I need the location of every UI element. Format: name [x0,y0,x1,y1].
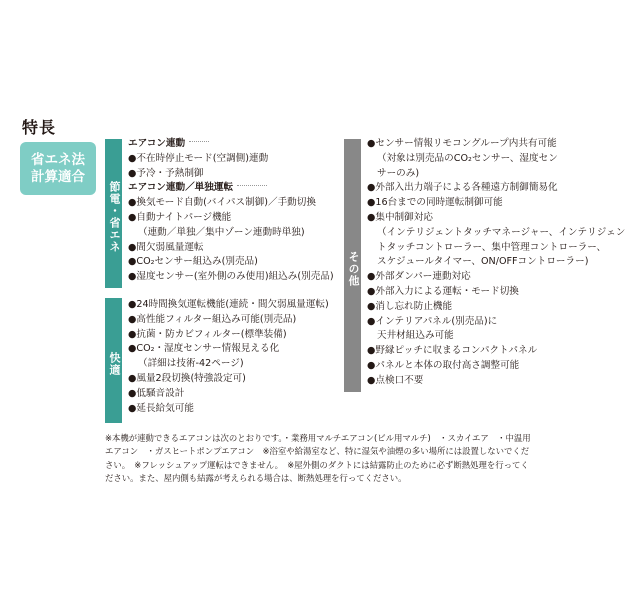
feature-item: ●16台までの同時運転制御可能 [367,197,503,209]
feature-item-detail: スケジュールタイマー、ON/OFFコントローラー) [377,256,589,268]
footnote-line: ださい。また、屋内側も結露が考えられる場合は、断熱処理を行ってください。 [105,473,407,484]
energy-feature-list [128,137,334,285]
feature-item-detail: 天井材組込み可能 [377,330,454,342]
badge-line-2: 計算適合 [31,168,85,185]
page-title: 特長 [22,118,57,137]
feature-item: ●高性能フィルター組込み可能(別売品) [128,313,297,325]
dotted-rule [189,141,209,142]
feature-item-detail: サーのみ) [377,167,420,179]
feature-item: ●点検口不要 [367,374,424,386]
footnote-line: エアコン ・ガスヒートポンプエアコン ※浴室や給湯室など、特に湿気や油煙の多い場所には設置しないでくだ [105,446,530,457]
feature-item: ●自動ナイトパージ機能 [128,211,232,223]
feature-item: ●換気モード自動(バイパス制御)／手動切換 [128,197,316,209]
feature-item: ●抗菌・防カビフィルター(標準装備) [128,328,287,340]
feature-item: ●集中制御対応 [367,211,433,223]
feature-item-detail: トタッチコントローラー、集中管理コントローラー、 [377,241,607,253]
feature-item: ●延長給気可能 [128,402,194,414]
feature-item-detail: （連動／単独／集中ゾーン連動時単独) [138,226,305,238]
feature-item: ●間欠弱風量運転 [128,241,204,253]
feature-item: ●外部ダンパー連動対応 [367,271,471,283]
section-label-comfort: 快適 [105,298,122,423]
feature-item: ●インテリアパネル(別売品)に [367,315,498,327]
feature-item: ●パネルと本体の取付高さ調整可能 [367,359,520,371]
subheading-text: エアコン連動／単独運転 [128,182,234,194]
subheading-aircon-link [128,137,334,152]
feature-item: ●CO₂センサー組込み(別売品) [128,256,258,268]
section-label-energy: 節電・省エネ [105,139,122,288]
footnote-line: ※本機が連動できるエアコンは次のとおりです。・業務用マルチエアコン(ビル用マルチ) ・スカイエア ・中温用 [105,433,531,443]
feature-item: ●センサー情報リモコングループ内共有可能 [367,138,557,149]
comfort-feature-list [128,298,329,416]
feature-item: ●風量2段切換(特強設定可) [128,372,246,384]
other-feature-list [367,137,625,389]
feature-item-detail: （詳細は技術-42ページ) [138,358,244,370]
feature-item: ●外部入力による運転・モード切換 [367,285,519,297]
feature-item: ●24時間換気運転機能(連続・間欠弱風量運転) [128,299,329,310]
feature-item: ●野縁ピッチに収まるコンパクトパネル [367,345,538,357]
feature-item: ●予冷・予熱制御 [128,167,204,179]
feature-item: ●不在時停止モード(空調側)連動 [128,152,269,164]
feature-item-detail: （対象は別売品のCO₂センサー、湿度セン [377,152,558,164]
feature-item: ●低騒音設計 [128,387,185,399]
footnote [105,432,590,486]
feature-item: ●湿度センサー(室外側のみ使用)組込み(別売品) [128,271,334,283]
feature-item-detail: （インテリジェントタッチマネージャー、インテリジェン [377,226,625,238]
badge-line-1: 省エネ法 [31,151,85,168]
footnote-line: さい。 ※フレッシュアップ運転はできません。 ※屋外側のダクトには結露防止のために必ず断熱処理を行ってく [105,459,529,470]
feature-item: ●外部入出力端子による各種遠方制御簡易化 [367,182,558,194]
subheading-text: エアコン連動 [128,138,186,149]
dotted-rule [237,185,267,186]
feature-item: ●消し忘れ防止機能 [367,300,453,312]
section-label-other: その他 [344,139,361,392]
feature-item: ●CO₂・湿度センサー情報見える化 [128,343,280,355]
energy-law-badge [20,142,96,195]
subheading-aircon-or-standalone [128,181,334,196]
